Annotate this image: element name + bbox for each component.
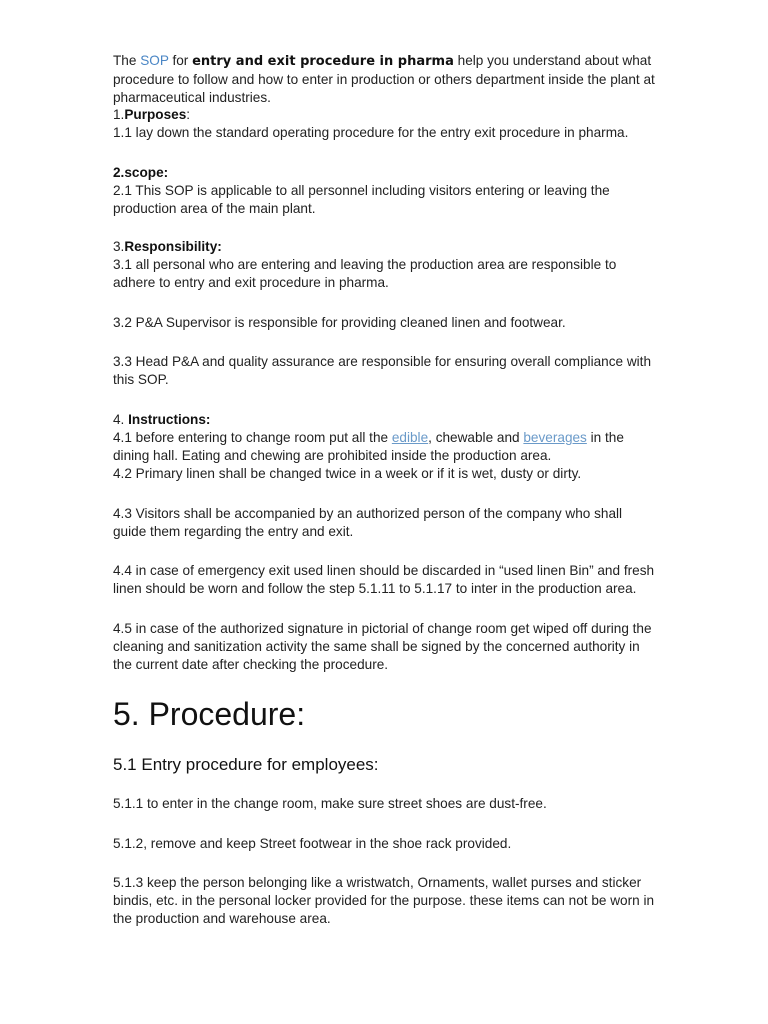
instructions-item-4-3-line-1: 4.3 Visitors shall be accompanied by an authorized person of the company who shall <box>113 506 623 521</box>
procedure-item-5-1-3-line-1: 5.1.3 keep the person belonging like a wristwatch, Ornaments, wallet purses and sticker <box>113 875 642 890</box>
intro-line-2: procedure to follow and how to enter in production or others department inside the plant at <box>113 72 655 87</box>
purposes-title: Purposes <box>124 107 187 122</box>
instructions-item-4-3 <box>113 505 733 541</box>
intro-text: The <box>113 53 137 68</box>
responsibility-item-3-2: 3.2 P&A Supervisor is responsible for providing cleaned linen and footwear. <box>113 315 566 330</box>
instructions-item-4-5 <box>113 620 733 674</box>
beverages-link[interactable]: beverages <box>523 430 587 445</box>
responsibility-item-3-3-line-1: 3.3 Head P&A and quality assurance are responsible for ensuring overall compliance with <box>113 354 652 369</box>
instructions-item-4-4-line-1: 4.4 in case of emergency exit used linen should be discarded in “used linen Bin” and fresh <box>113 563 655 578</box>
instructions-item-4-1-line-1 <box>113 429 733 447</box>
scope-section <box>113 164 733 218</box>
procedure-item-5-1-3 <box>113 874 733 928</box>
instructions-text: , chewable and <box>428 430 524 445</box>
section-number: 4. <box>113 412 129 427</box>
scope-heading <box>113 164 733 182</box>
responsibility-item-3-1-line-1: 3.1 all personal who are entering and leaving the production area are responsible to <box>113 257 617 272</box>
scope-item-2-1-line-2: production area of the main plant. <box>113 201 316 216</box>
instructions-section <box>113 411 733 483</box>
intro-line-3: pharmaceutical industries. <box>113 90 271 105</box>
procedure-heading: 5. Procedure: <box>113 696 306 732</box>
instructions-title: Instructions: <box>128 412 211 427</box>
instructions-item-4-5-line-2: cleaning and sanitization activity the same shall be signed by the concerned authority in <box>113 639 640 654</box>
responsibility-heading <box>113 238 733 256</box>
instructions-item-4-2: 4.2 Primary linen shall be changed twice in a week or if it is wet, dusty or dirty. <box>113 466 582 481</box>
scope-title: 2.scope: <box>113 165 169 180</box>
entry-procedure-subheading: 5.1 Entry procedure for employees: <box>113 755 379 774</box>
instructions-item-4-4 <box>113 562 733 598</box>
intro-paragraph <box>113 52 733 107</box>
instructions-heading <box>113 411 733 429</box>
purposes-section <box>113 106 733 142</box>
purposes-item-1-1: 1.1 lay down the standard operating procedure for the entry exit procedure in pharma. <box>113 125 629 140</box>
sop-link[interactable]: SOP <box>140 53 169 68</box>
heading-colon: : <box>186 107 191 122</box>
responsibility-item-3-3-line-2: this SOP. <box>113 372 169 387</box>
instructions-text: in the <box>586 430 624 445</box>
instructions-item-4-5-line-3: the current date after checking the procedure. <box>113 657 389 672</box>
procedure-item-5-1-1: 5.1.1 to enter in the change room, make sure street shoes are dust-free. <box>113 796 547 811</box>
instructions-item-4-1-line-2: dining hall. Eating and chewing are prohibited inside the production area. <box>113 448 552 463</box>
intro-text: for <box>168 53 193 68</box>
instructions-item-4-4-line-2: linen should be worn and follow the step 5.1.11 to 5.1.17 to inter in the production area. <box>113 581 637 596</box>
section-number: 1. <box>113 107 125 122</box>
intro-line-1 <box>113 52 733 71</box>
instructions-text: 4.1 before entering to change room put all the <box>113 430 392 445</box>
edible-link[interactable]: edible <box>391 430 429 445</box>
purposes-heading <box>113 106 733 124</box>
scope-item-2-1-line-1: 2.1 This SOP is applicable to all personnel including visitors entering or leaving the <box>113 183 610 198</box>
responsibility-section <box>113 238 733 292</box>
responsibility-item-3-1-line-2: adhere to entry and exit procedure in pharma. <box>113 275 389 290</box>
procedure-item-5-1-3-line-3: the production and warehouse area. <box>113 911 331 926</box>
responsibility-item-3-3 <box>113 353 733 389</box>
intro-bold-title: entry and exit procedure in pharma <box>192 54 454 69</box>
instructions-item-4-3-line-2: guide them regarding the entry and exit. <box>113 524 354 539</box>
procedure-item-5-1-3-line-2: bindis, etc. in the personal locker provided for the purpose. these items can not be worn in <box>113 893 655 908</box>
responsibility-title: Responsibility: <box>124 239 222 254</box>
section-number: 3. <box>113 239 125 254</box>
intro-text: help you understand about what <box>453 53 652 68</box>
procedure-item-5-1-2: 5.1.2, remove and keep Street footwear in the shoe rack provided. <box>113 836 512 851</box>
instructions-item-4-5-line-1: 4.5 in case of the authorized signature in pictorial of change room get wiped off during the <box>113 621 652 636</box>
